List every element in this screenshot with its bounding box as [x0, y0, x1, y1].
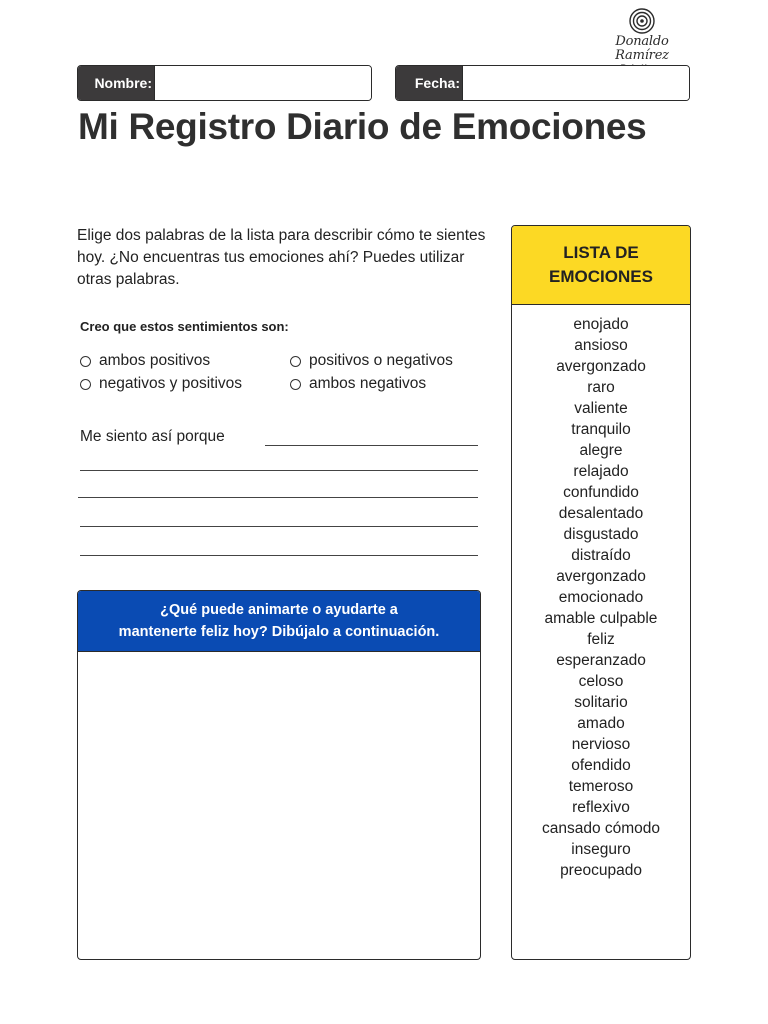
option-label: positivos o negativos — [309, 352, 453, 369]
emotion-item: reflexivo — [572, 799, 630, 816]
date-label: Fecha: — [396, 66, 462, 100]
option-positive-or-negative[interactable] — [290, 352, 453, 370]
emotion-item: alegre — [579, 442, 623, 459]
emotions-header-line-1: LISTA DE — [563, 243, 639, 262]
logo-name: Donaldo Ramírez — [615, 34, 669, 63]
writing-line[interactable] — [80, 555, 478, 556]
emotion-item: temeroso — [568, 778, 634, 795]
writing-line[interactable] — [80, 470, 478, 471]
radio-button[interactable] — [290, 379, 301, 390]
writing-line[interactable] — [80, 526, 478, 527]
option-both-positive[interactable] — [80, 352, 210, 370]
page-title: Mi Registro Diario de Emociones — [78, 106, 647, 147]
emotion-item: emocionado — [558, 589, 644, 606]
intro-text: Elige dos palabras de la lista para describir cómo te sientes hoy. ¿No encuentras tus emociones ahí? Puedes utilizar otras palabras. — [77, 227, 486, 288]
emotion-item: disgustado — [563, 526, 639, 543]
option-label: ambos positivos — [99, 352, 211, 369]
emotion-item: preocupado — [560, 862, 642, 879]
date-input[interactable] — [462, 66, 689, 100]
radio-button[interactable] — [80, 356, 91, 367]
option-label: negativos y positivos — [99, 375, 243, 392]
drawing-panel-header — [78, 591, 480, 652]
radio-button[interactable] — [290, 356, 301, 367]
emotion-item: relajado — [573, 463, 629, 480]
emotion-item: confundido — [563, 484, 639, 501]
emotion-item: avergonzado — [556, 358, 646, 375]
drawing-prompt-line-2: mantenerte feliz hoy? Dibújalo a continuación. — [118, 624, 440, 640]
date-field — [395, 65, 690, 101]
concentric-circles-icon — [629, 8, 655, 34]
emotions-list-header — [512, 226, 690, 305]
emotion-item: enojado — [573, 316, 629, 333]
emotion-item: amable culpable — [544, 610, 658, 627]
emotion-item: cansado cómodo — [541, 820, 661, 837]
emotion-item: esperanzado — [556, 652, 646, 669]
option-label: ambos negativos — [309, 375, 427, 392]
emotion-item: raro — [587, 379, 615, 396]
drawing-area[interactable] — [78, 652, 480, 960]
writing-line[interactable] — [78, 497, 478, 498]
emotion-item: distraído — [571, 547, 631, 564]
emotion-item: solitario — [574, 694, 628, 711]
emotion-item: ansioso — [574, 337, 628, 354]
emotion-item: feliz — [587, 631, 615, 648]
option-both-negative[interactable] — [290, 375, 426, 393]
emotion-item: celoso — [578, 673, 624, 690]
drawing-prompt-line-1: ¿Qué puede animarte o ayudarte a — [160, 602, 398, 618]
emotion-item: tranquilo — [571, 421, 631, 438]
because-label: Me siento así porque — [80, 428, 225, 445]
radio-button[interactable] — [80, 379, 91, 390]
emotion-item: nervioso — [571, 736, 631, 753]
writing-line[interactable] — [265, 445, 478, 446]
emotion-item: amado — [577, 715, 625, 732]
emotion-item: desalentado — [558, 505, 644, 522]
emotions-list-box — [511, 225, 691, 960]
name-input[interactable] — [154, 66, 371, 100]
emotion-item: avergonzado — [556, 568, 646, 585]
emotion-item: ofendido — [571, 757, 631, 774]
feelings-question: Creo que estos sentimientos son: — [80, 319, 289, 334]
emotions-list — [512, 305, 690, 881]
logo — [590, 8, 694, 64]
drawing-panel — [77, 590, 481, 960]
option-negative-and-positive[interactable] — [80, 375, 242, 393]
name-label: Nombre: — [78, 66, 154, 100]
emotion-item: valiente — [574, 400, 628, 417]
emotions-header-line-2: EMOCIONES — [549, 267, 653, 286]
name-field — [77, 65, 372, 101]
emotion-item: inseguro — [571, 841, 631, 858]
